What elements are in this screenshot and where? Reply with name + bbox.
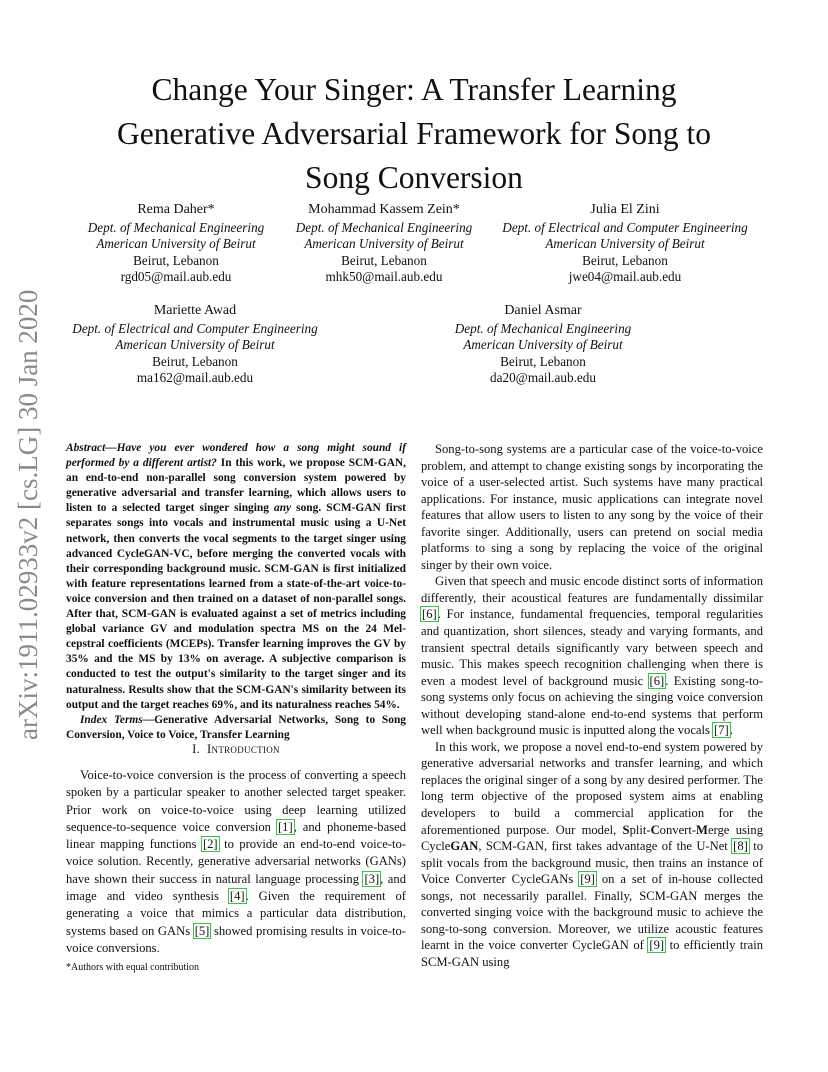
- author-block-1: [76, 202, 276, 286]
- author-email[interactable]: mhk50@mail.aub.edu: [325, 269, 443, 285]
- abstract-emphasis: any: [274, 502, 292, 515]
- section-title: Introduction: [207, 742, 280, 756]
- author-dept: Dept. of Mechanical Engineering: [87, 219, 265, 235]
- author-block-4: [60, 303, 330, 387]
- author-university: American University of Beirut: [463, 337, 623, 353]
- author-name: Rema Daher*: [137, 202, 215, 217]
- author-name: Mohammad Kassem Zein*: [308, 202, 460, 217]
- author-dept: Dept. of Mechanical Engineering: [295, 219, 473, 235]
- title-line-2: Generative Adversarial Framework for Song to: [117, 116, 711, 151]
- author-dept: Dept. of Mechanical Engineering: [454, 320, 632, 336]
- index-terms-label: Index Terms—: [80, 713, 155, 726]
- citation-link[interactable]: [9]: [649, 938, 665, 953]
- right-column: [421, 441, 763, 971]
- citation-link[interactable]: [6]: [649, 673, 665, 688]
- author-university: American University of Beirut: [115, 337, 275, 353]
- author-city: Beirut, Lebanon: [152, 353, 238, 369]
- author-name: Daniel Asmar: [504, 303, 582, 318]
- abstract-body-2: song. SCM-GAN first separates songs into vocals and instrumental music using a U-Net network, then converts the vocal segments to the target singer using advanced CycleGAN-VC, before merging the converted vocals with their corresponding background music. SCM-GAN is first initialized with feature representations learned from a state-of-the-art voice-to-voice conversion and then trained on a dataset of non-parallel songs. After that, SCM-GAN is evaluated against a set of metrics including global variance GV and modulation spectra MS on the 24 Mel-cepstral coefficients (MCEPs). Transfer learning improves the GV by 35% and the MS by 13% on average. A subjective comparison is conducted to test the output's similarity to the target singer and its naturalness. Results show that the SCM-GAN's similarity between its output and the target reaches 69%, and its naturalness reaches 54%.: [66, 502, 406, 711]
- author-name: Mariette Awad: [153, 303, 237, 318]
- author-email[interactable]: jwe04@mail.aub.edu: [568, 269, 682, 285]
- author-block-2: [286, 202, 482, 286]
- author-city: Beirut, Lebanon: [582, 252, 668, 268]
- author-dept: Dept. of Electrical and Computer Engineering: [72, 320, 318, 336]
- title-line-1: Change Your Singer: A Transfer Learning: [151, 72, 677, 107]
- abstract-body: In this work, we propose SCM-GAN, an end-to-end non-parallel song conversion system powered by generative adversarial and transfer learning, which allows users to listen to a selected target singer singing: [66, 457, 406, 515]
- citation-link[interactable]: [8]: [733, 839, 748, 854]
- author-university: American University of Beirut: [304, 236, 464, 252]
- citation-link[interactable]: [6]: [422, 607, 437, 622]
- author-city: Beirut, Lebanon: [133, 252, 219, 268]
- intro-paragraph: Voice-to-voice conversion is the process of converting a speech spoken by a particular speaker to another selected target speaker. Prior work on voice-to-voice using deep learning utilized sequence-to-sequence voice conversion [1], and phoneme-based linear mapping functions [2] to provide an end-to-end voice-to-voice solution. Recently, generative adversarial networks (GANs) have shown their success in natural language processing [3], and image and video synthesis [4]. Given the requirement of generating a voice that mimics a particular data distribution, systems based on GANs [5] showed promising results in voice-to-voice conversions.: [66, 768, 406, 955]
- paragraph: Song-to-song systems are a particular case of the voice-to-voice problem, and attempt to change existing songs by incorporating the voice of a user-selected artist. Such systems have many practical applications. For instance, music applications can integrate novel features that allow users to listen to any song by the voice of their favorite singer. Additionally, users can pretend on social media platforms to sing a song by replacing the voice of the original singer by their own voice.: [421, 442, 763, 572]
- author-university: American University of Beirut: [545, 236, 705, 252]
- section-heading: [66, 742, 406, 757]
- paragraph: In this work, we propose a novel end-to-end system powered by generative adversarial networks and transfer learning, and which replaces the original singer of a song by any desired performer. The long term objective of the proposed system aims at enabling developers to build a commercial application for the aforementioned purpose. Our model, Split-Convert-Merge using CycleGAN, SCM-GAN, first takes advantage of the U-Net [8] to split vocals from the background music, then trains an instance of Voice Converter CycleGANs [9] on a set of in-house collected songs, not necessarily parallel. Finally, SCM-GAN merges the converted singing voice with the background music to achieve the song-to-song conversion. Moreover, we utilize acoustic features learnt in the voice converter CycleGAN of [9] to efficiently train SCM-GAN using: [421, 739, 763, 969]
- abstract-lead: Have you ever wondered how a song might sound if performed by a different artist?: [66, 442, 406, 470]
- paper-title: [60, 68, 768, 200]
- author-name: Julia El Zini: [590, 202, 660, 217]
- title-line-3: Song Conversion: [305, 160, 523, 195]
- author-block-3: [492, 202, 758, 286]
- author-university: American University of Beirut: [96, 236, 256, 252]
- author-dept: Dept. of Electrical and Computer Engineering: [502, 219, 748, 235]
- citation-link[interactable]: [1]: [277, 819, 293, 834]
- citation-link[interactable]: [2]: [202, 837, 218, 852]
- citation-link[interactable]: [4]: [229, 889, 245, 904]
- footnote: *Authors with equal contribution: [66, 962, 200, 973]
- citation-link[interactable]: [5]: [194, 923, 210, 938]
- citation-link[interactable]: [7]: [714, 723, 729, 738]
- author-city: Beirut, Lebanon: [500, 353, 586, 369]
- arxiv-stamp: arXiv:1911.02933v2 [cs.LG] 30 Jan 2020: [13, 289, 43, 740]
- section-number: I.: [192, 742, 201, 756]
- author-city: Beirut, Lebanon: [341, 252, 427, 268]
- citation-link[interactable]: [9]: [580, 872, 595, 887]
- author-email[interactable]: ma162@mail.aub.edu: [136, 370, 254, 386]
- abstract: [66, 441, 406, 743]
- citation-link[interactable]: [3]: [364, 871, 380, 886]
- index-terms: Generative Adversarial Networks, Song to Song Conversion, Voice to Voice, Transfer Learning: [66, 713, 406, 741]
- author-email[interactable]: rgd05@mail.aub.edu: [120, 269, 232, 285]
- author-email[interactable]: da20@mail.aub.edu: [490, 370, 596, 386]
- paragraph: Given that speech and music encode distinct sorts of information differently, their acoustical features are fundamentally dissimilar [6]. For instance, fundamental frequencies, temporal regularities and quantization, short silences, steady and varying formants, and transient spectral details significantly vary between speech and music. This makes speech recognition challenging when there is even a modest level of background music [6]. Existing song-to-song systems only focus on achieving the singing voice conversion without developing stand-alone end-to-end systems that perform well when background music is inputted along the vocals [7].: [421, 574, 763, 738]
- author-block-5: [432, 303, 654, 387]
- abstract-label: Abstract—Have you ever wondered how a song might sound if performed by a different artist?: [66, 442, 406, 470]
